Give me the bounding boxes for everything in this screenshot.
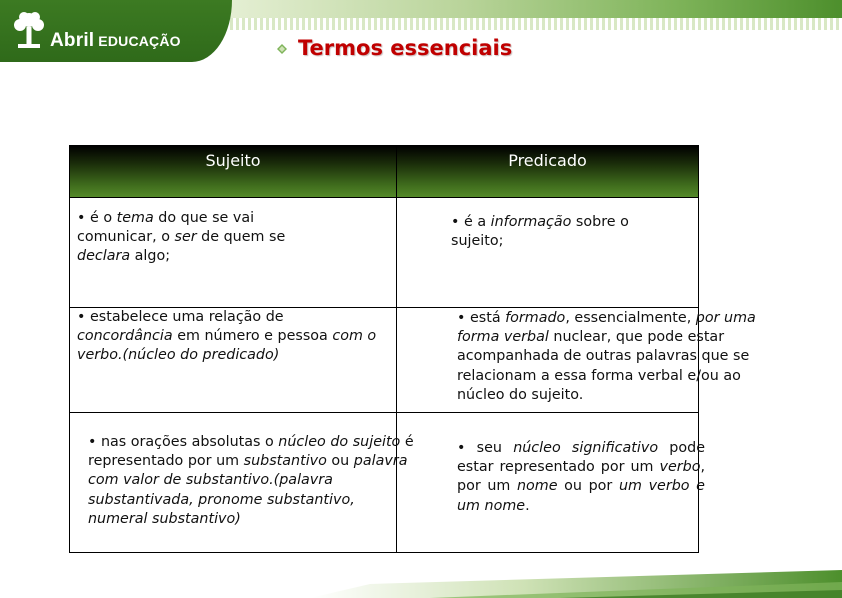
bottom-stripes-decoration	[310, 560, 842, 598]
cell-text: algo;	[130, 248, 171, 265]
emphasis-text: por uma forma verbal	[457, 310, 756, 346]
tree-icon	[12, 10, 46, 50]
cell-text: • estabelece uma relação de	[77, 309, 284, 325]
cell-text: nuclear, que pode estar acompanhada de outras palavras que se relacionam a essa forma verbal e/ou ao núcleo do sujeito.	[457, 329, 750, 403]
emphasis-text: concordância	[77, 328, 173, 345]
cell-row1-right	[451, 213, 676, 251]
cell-text: , por um	[457, 459, 705, 495]
cell-text: ou por	[557, 478, 619, 495]
cell-text: do que se vai comunicar, o	[77, 210, 255, 246]
diamond-bullet-icon	[277, 44, 287, 54]
table-header	[70, 146, 698, 197]
cell-text: • está	[457, 310, 506, 326]
cell-text: de quem se	[196, 229, 286, 246]
cell-text: é representado por um	[88, 434, 414, 470]
cell-row2-left	[77, 308, 382, 366]
emphasis-text: formado	[505, 310, 566, 326]
cell-text: • é o	[77, 210, 117, 226]
cell-text: • nas orações absolutas o	[88, 434, 279, 450]
emphasis-text: verbo	[659, 459, 701, 476]
page-title: Termos essenciais	[298, 36, 513, 60]
logo-brand: Abril	[50, 30, 95, 51]
cell-text: • seu	[457, 440, 514, 456]
logo	[0, 0, 232, 62]
cell-row1-left	[77, 209, 332, 267]
logo-text	[50, 30, 181, 52]
cell-row3-right	[457, 439, 705, 516]
emphasis-text: núcleo do sujeito	[278, 434, 401, 450]
header-predicado: Predicado	[508, 151, 587, 170]
emphasis-text: informação	[490, 214, 572, 230]
terms-table	[69, 145, 756, 553]
header-sujeito: Sujeito	[205, 151, 261, 170]
emphasis-text: núcleo significativo	[513, 440, 659, 456]
cell-text: sobre o sujeito;	[451, 214, 629, 250]
cell-row3-left	[88, 433, 418, 529]
cell-text: ou	[326, 453, 354, 470]
row-divider	[70, 412, 698, 413]
logo-sub: EDUCAÇÃO	[98, 33, 181, 49]
cell-text: .	[525, 497, 530, 514]
emphasis-text: com o verbo.(núcleo do predicado)	[77, 328, 377, 364]
top-banner	[0, 0, 842, 64]
cell-row2-right	[457, 309, 775, 405]
emphasis-text: um verbo e um nome	[457, 478, 705, 514]
row-divider	[70, 197, 698, 198]
cell-text: , essencialmente,	[565, 310, 696, 326]
cell-text: pode estar representado por um	[457, 440, 705, 476]
emphasis-text: ser	[174, 229, 197, 246]
emphasis-text: substantivo	[243, 453, 327, 470]
banner-stripes	[230, 18, 842, 30]
cell-text: • é a	[451, 214, 491, 230]
emphasis-text: declara	[77, 248, 131, 265]
emphasis-text: nome	[516, 478, 558, 495]
emphasis-text: palavra com valor de substantivo.(palavra substantivada, pronome substantivo, numeral substantivo)	[88, 453, 408, 527]
emphasis-text: tema	[116, 210, 154, 226]
cell-text: em número e pessoa	[172, 328, 333, 345]
